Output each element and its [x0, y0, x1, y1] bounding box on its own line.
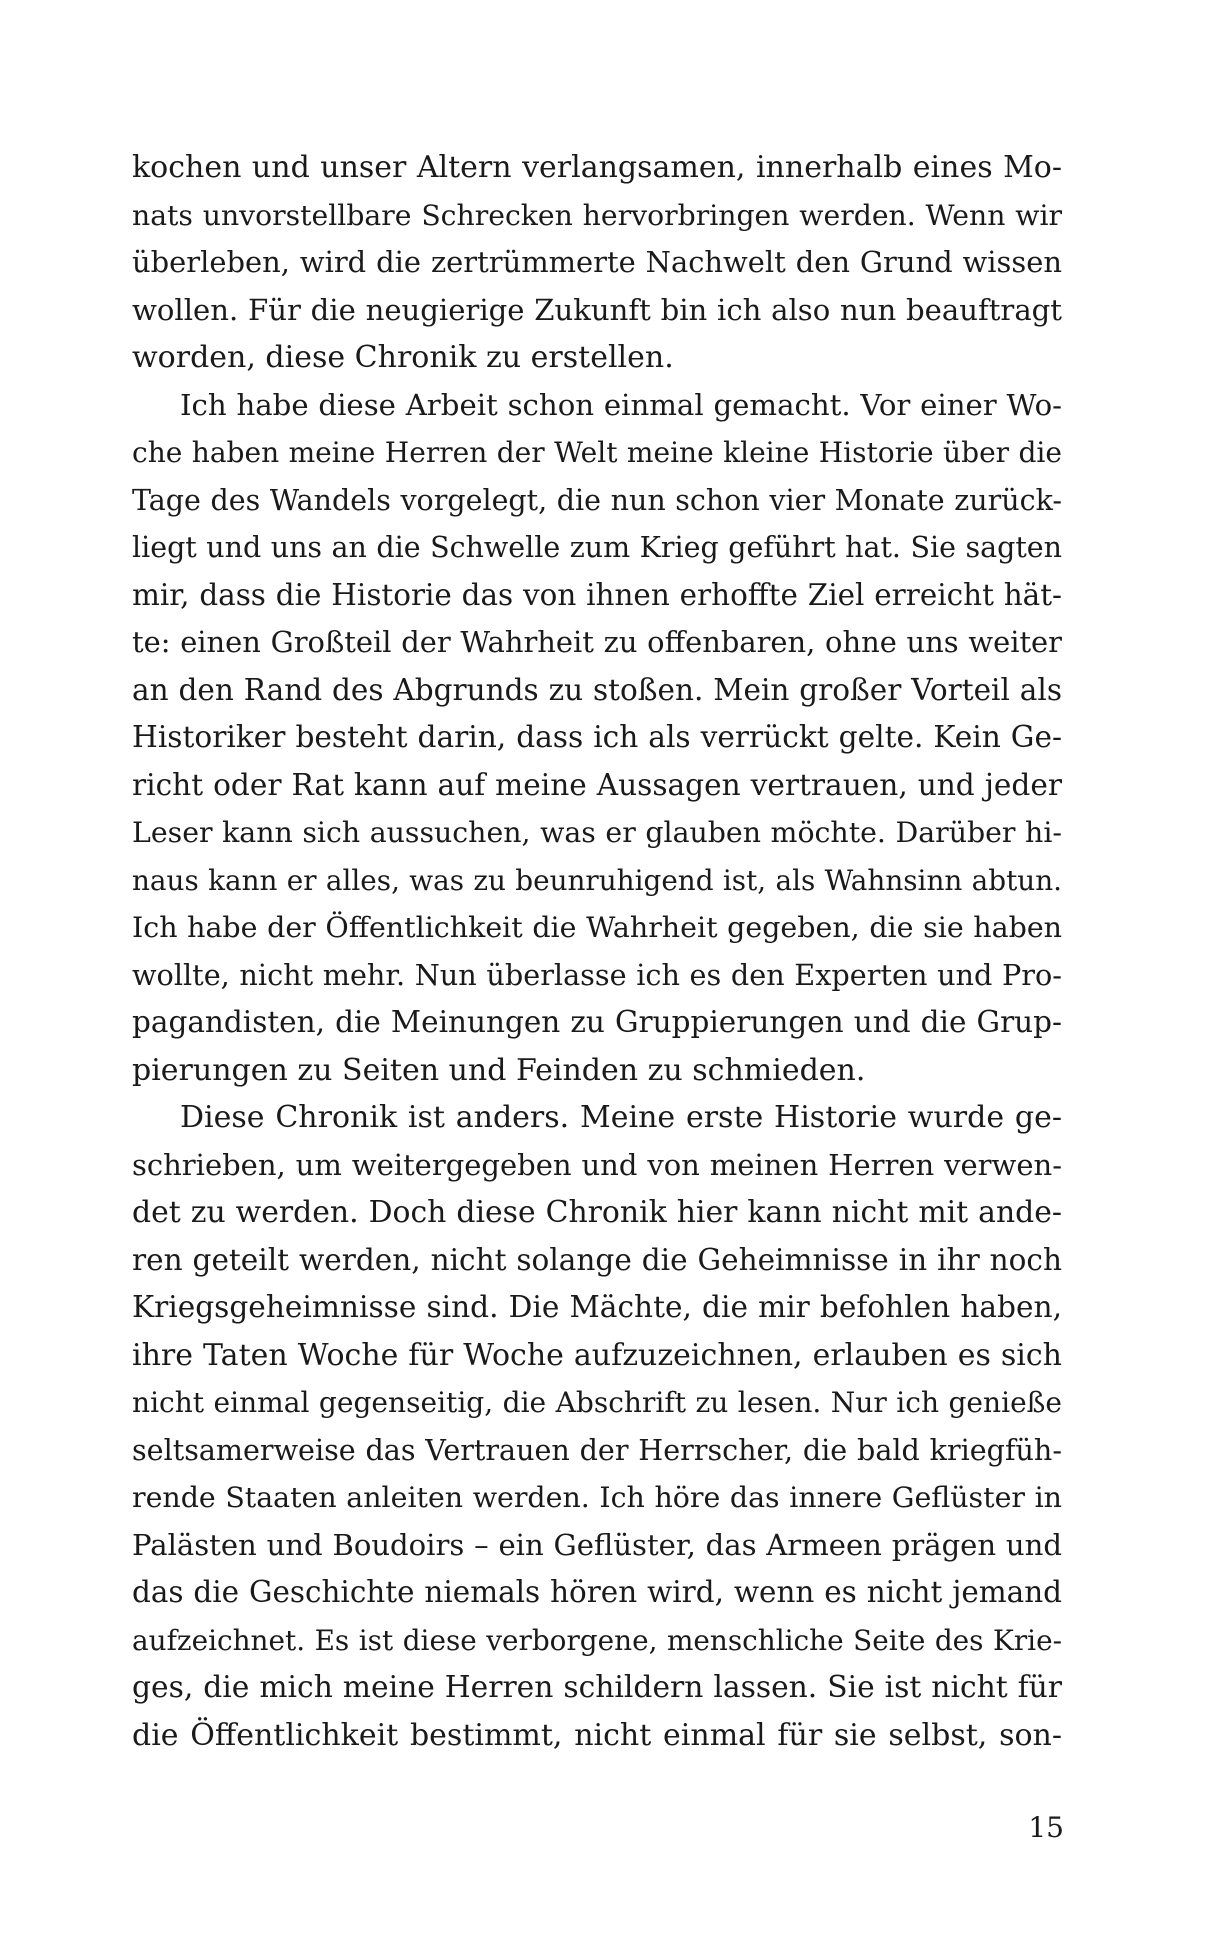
text-line: nats unvorstellbare Schrecken hervorbringen werden. Wenn wir: [132, 198, 1062, 232]
text-line: schrieben, um weitergegeben und von meinen Herren verwen-: [132, 1147, 1062, 1182]
text-line: liegt und uns an die Schwelle zum Krieg geführt hat. Sie sagten: [132, 531, 1062, 564]
text-line: worden, diese Chronik zu erstellen.: [132, 340, 674, 375]
text-line: wollte, nicht mehr. Nun überlasse ich es den Experten und Pro-: [132, 957, 1062, 992]
paragraph: [132, 382, 1062, 1095]
paragraph: [132, 1094, 1062, 1759]
text-line: die Öffentlichkeit bestimmt, nicht einmal für sie selbst, son-: [132, 1717, 1062, 1753]
text-line: wollen. Für die neugierige Zukunft bin ich also nun beauftragt: [132, 292, 1062, 327]
text-line: ges, die mich meine Herren schildern lassen. Sie ist nicht für: [132, 1670, 1062, 1705]
text-line: Historiker besteht darin, dass ich als verrückt gelte. Kein Ge-: [132, 720, 1062, 754]
page-number: 15: [1028, 1811, 1064, 1844]
text-line: ihre Taten Woche für Woche aufzuzeichnen, erlauben es sich: [132, 1337, 1062, 1373]
text-line: Kriegsgeheimnisse sind. Die Mächte, die mir befohlen haben,: [132, 1290, 1062, 1324]
text-line: Leser kann sich aussuchen, was er glauben möchte. Darüber hi-: [132, 816, 1062, 849]
text-line: Palästen und Boudoirs – ein Geflüster, das Armeen prägen und: [132, 1527, 1062, 1562]
text-line: che haben meine Herren der Welt meine kleine Historie über die: [132, 436, 1062, 469]
text-line: richt oder Rat kann auf meine Aussagen vertrauen, und jeder: [132, 767, 1062, 802]
text-line: aufzeichnet. Es ist diese verborgene, menschliche Seite des Krie-: [132, 1623, 1062, 1657]
text-line: ren geteilt werden, nicht solange die Geheimnisse in ihr noch: [132, 1242, 1062, 1277]
text-line: seltsamerweise das Vertrauen der Herrscher, die bald kriegfüh-: [132, 1432, 1062, 1467]
text-line: Ich habe der Öffentlichkeit die Wahrheit gegeben, die sie haben: [132, 911, 1062, 944]
text-line: pagandisten, die Meinungen zu Gruppierungen und die Grup-: [132, 1005, 1062, 1039]
text-line: mir, dass die Historie das von ihnen erhoffte Ziel erreicht hät-: [132, 577, 1062, 612]
text-line: naus kann er alles, was zu beunruhigend ist, als Wahnsinn abtun.: [132, 863, 1062, 897]
text-line: kochen und unser Altern verlangsamen, innerhalb eines Mo-: [132, 150, 1062, 185]
text-line: Diese Chronik ist anders. Meine erste Historie wurde ge-: [180, 1100, 1062, 1135]
text-line: an den Rand des Abgrunds zu stoßen. Mein großer Vorteil als: [132, 672, 1062, 707]
paragraph: [132, 144, 1062, 382]
text-line: te: einen Großteil der Wahrheit zu offenbaren, ohne uns weiter: [132, 625, 1062, 659]
text-line: pierungen zu Seiten und Feinden zu schmieden.: [132, 1052, 866, 1088]
text-line: nicht einmal gegenseitig, die Abschrift zu lesen. Nur ich genieße: [132, 1386, 1062, 1419]
body-text: [132, 144, 1062, 1759]
text-line: Ich habe diese Arbeit schon einmal gemacht. Vor einer Wo-: [180, 387, 1062, 422]
text-line: überleben, wird die zertrümmerte Nachwelt den Grund wissen: [132, 245, 1062, 279]
text-line: rende Staaten anleiten werden. Ich höre das innere Geflüster in: [132, 1481, 1062, 1514]
text-line: det zu werden. Doch diese Chronik hier kann nicht mit ande-: [132, 1195, 1062, 1230]
text-line: Tage des Wandels vorgelegt, die nun schon vier Monate zurück-: [132, 483, 1062, 517]
text-line: das die Geschichte niemals hören wird, wenn es nicht jemand: [132, 1575, 1062, 1609]
